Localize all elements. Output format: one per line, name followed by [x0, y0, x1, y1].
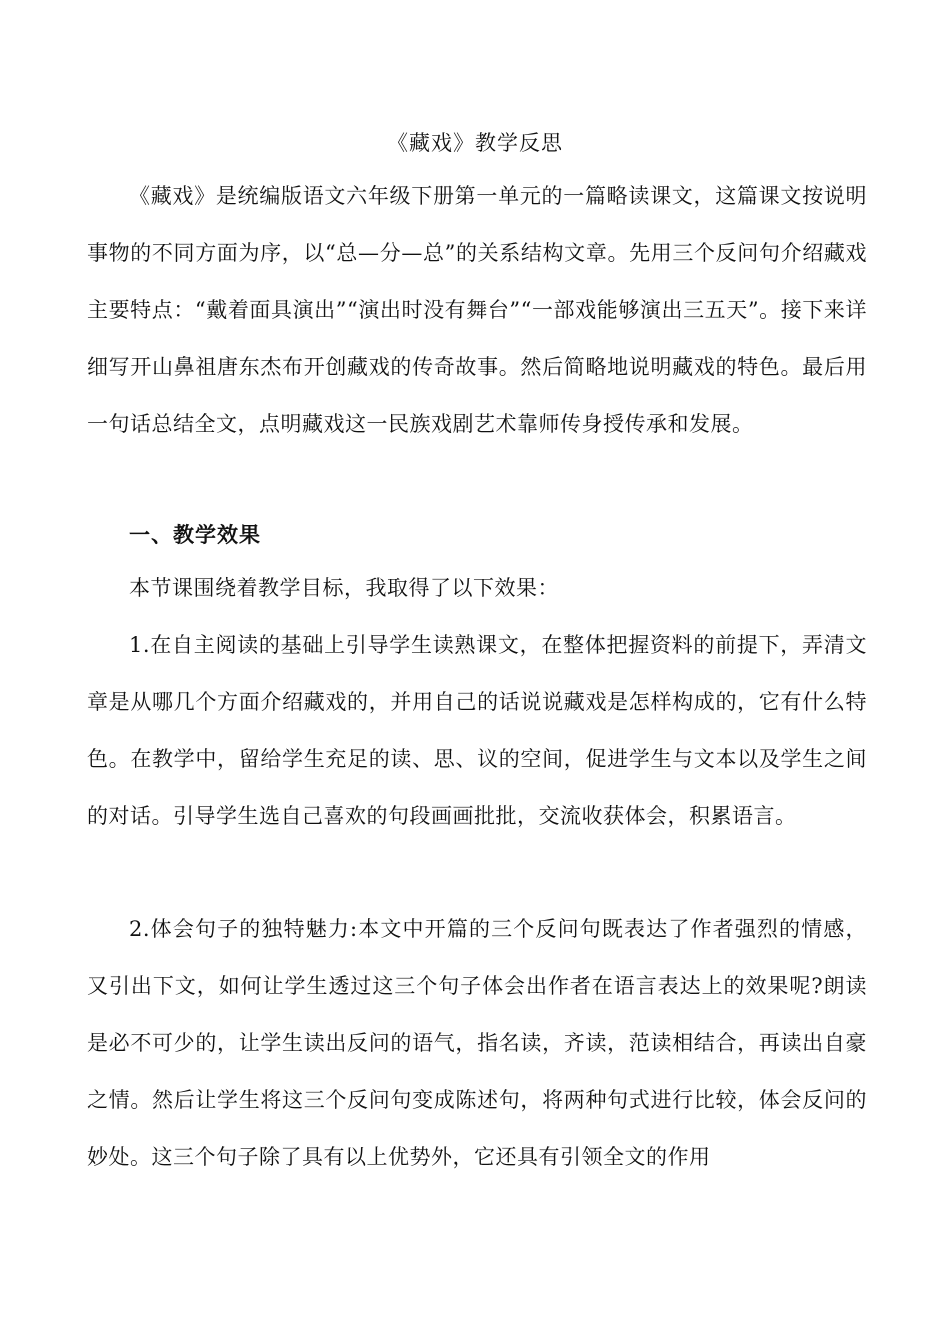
intro-paragraph: 《藏戏》是统编版语文六年级下册第一单元的一篇略读课文，这篇课文按说明事物的不同方面为序，以“总—分—总”的关系结构文章。先用三个反问句介绍藏戏主要特点：“戴着面具演出”“演出时没有舞台”“一部戏能够演出三五天”。接下来详细写开山鼻祖唐东杰布开创藏戏的传奇故事。然后简略地说明藏戏的特色。最后用一句话总结全文，点明藏戏这一民族戏剧艺术靠师传身授传承和发展。 — [87, 184, 867, 436]
point-1-paragraph: 1.在自主阅读的基础上引导学生读熟课文，在整体把握资料的前提下，弄清文章是从哪几个方面介绍藏戏的，并用自己的话说说藏戏是怎样构成的，它有什么特色。在教学中，留给学生充足的读、思、议的空间，促进学生与文本以及学生之间的对话。引导学生选自己喜欢的句段画画批批，交流收获体会，积累语言。 — [87, 633, 867, 828]
section-lead-paragraph: 本节课围绕着教学目标，我取得了以下效果： — [129, 576, 559, 600]
document-title: 《藏戏》教学反思 — [387, 131, 563, 155]
section-heading-teaching-effect: 一、教学效果 — [129, 523, 261, 547]
point-2-paragraph: 2.体会句子的独特魅力:本文中开篇的三个反问句既表达了作者强烈的情感，又引出下文，如何让学生透过这三个句子体会出作者在语言表达上的效果呢?朗读是必不可少的，让学生读出反问的语气，指名读，齐读，范读相结合，再读出自豪之情。然后让学生将这三个反问句变成陈述句，将两种句式进行比较，体会反问的妙处。这三个句子除了具有以上优势外，它还具有引领全文的作用 — [87, 917, 867, 1169]
